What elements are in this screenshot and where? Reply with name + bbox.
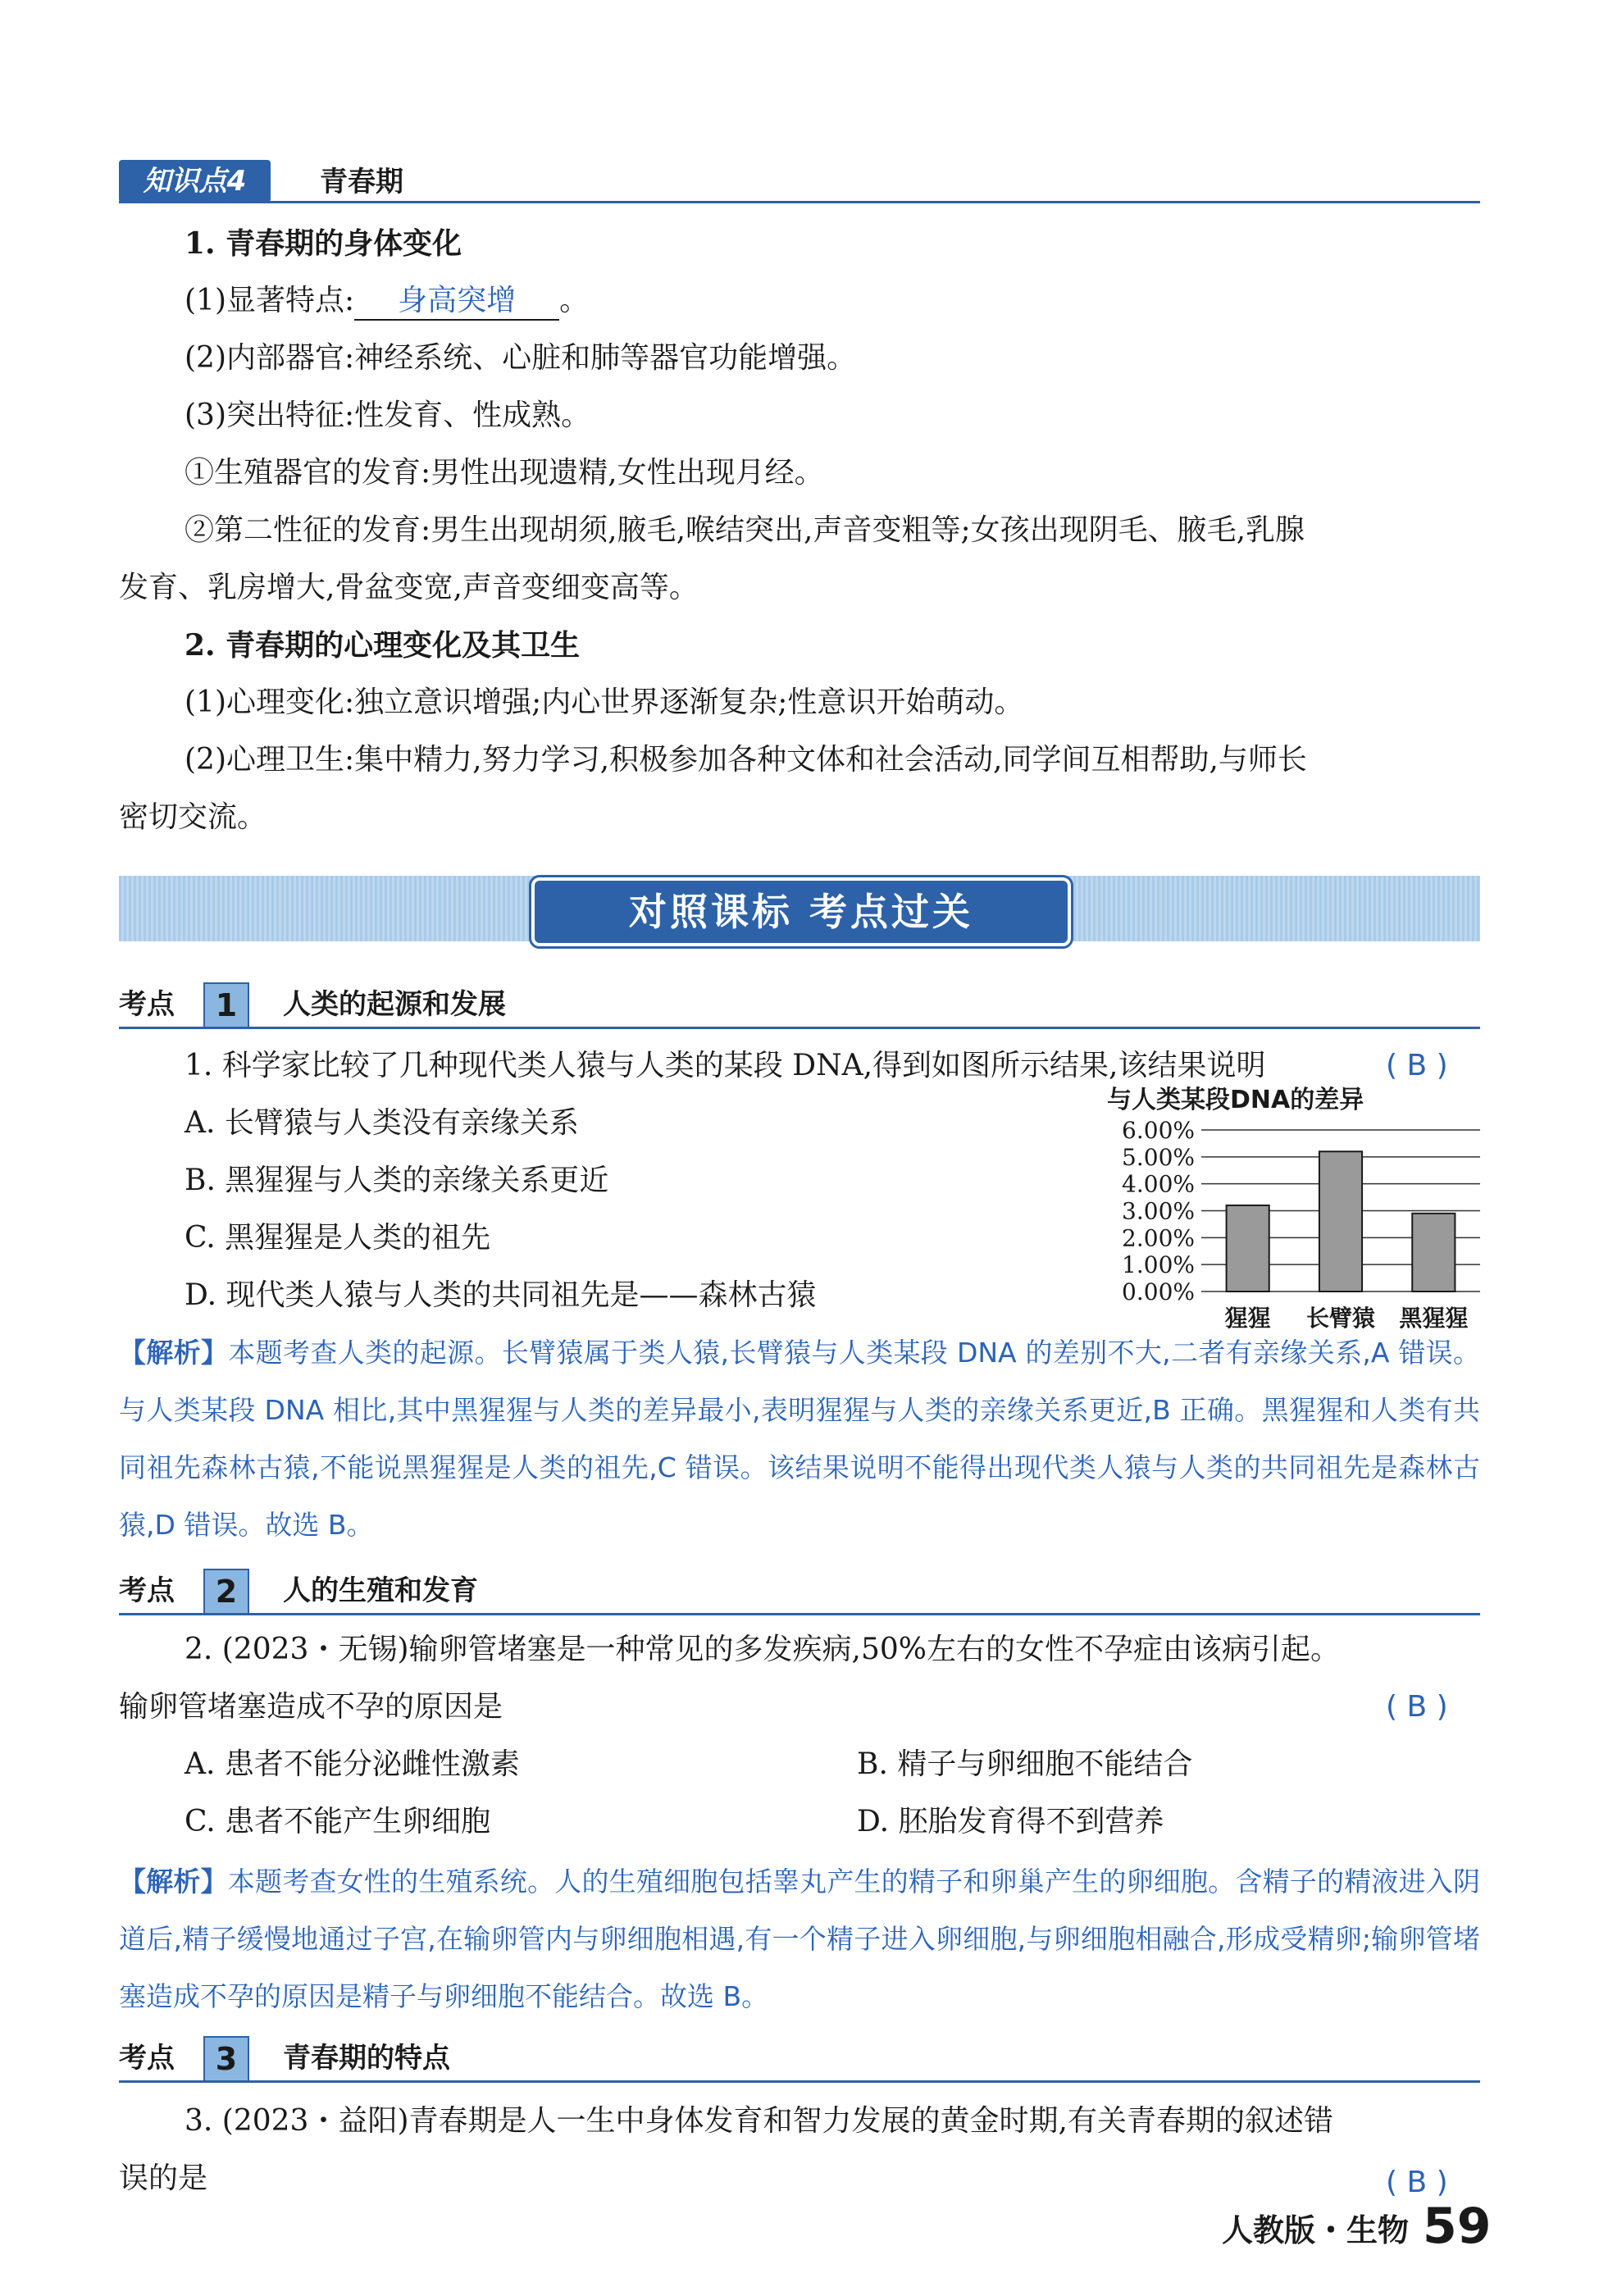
section-banner-title: 对照课标 考点过关	[531, 877, 1071, 946]
question-3-line-2: 误的是	[119, 2162, 208, 2195]
kp4-line-7: 发育、乳房增大,骨盆变宽,声音变细变高等。	[119, 571, 699, 604]
kaodian-label: 考点	[119, 2042, 175, 2075]
question-1: 1. 科学家比较了几种现代类人猿与人类的某段 DNA,得到如图所示结果,该结果说明	[184, 1049, 1266, 1082]
kp4-line-11: 密切交流。	[119, 800, 267, 834]
question-3-line-1: 3. (2023・益阳)青春期是人一生中身体发育和智力发展的黄金时期,有关青春期的叙述错	[184, 2104, 1333, 2138]
fill-blank-prefix: (1)显著特点:	[184, 284, 355, 317]
answer-3-text: ( B )	[1386, 2166, 1448, 2199]
chart-y-tick-label: 6.00%	[1122, 1117, 1195, 1144]
kaodian-title-2: 人的生殖和发育	[283, 1574, 478, 1607]
chart-category-label: 长臂猿	[1305, 1305, 1376, 1332]
chart-category-label: 黑猩猩	[1399, 1305, 1469, 1332]
kp4-line-5: ①生殖器官的发育:男性出现遗精,女性出现月经。	[184, 456, 824, 490]
fill-blank-answer: 身高突增	[354, 283, 559, 321]
analysis-2-text: 本题考查女性的生殖系统。人的生殖细胞包括睾丸产生的精子和卵巢产生的卵细胞。含精子的精液进入阴道后,精子缓慢地通过子宫,在输卵管内与卵细胞相遇,有一个精子进入卵细胞,与卵细胞相融合,形成受精卵;输卵管堵塞造成不孕的原因是精子与卵细胞不能结合。故选 B。	[119, 1866, 1481, 2012]
chart-bar	[1319, 1151, 1362, 1292]
chart-title: 与人类某段DNA的差异	[1107, 1086, 1364, 1114]
answer-2-text: ( B )	[1386, 1690, 1448, 1724]
question-1-option-a: A. 长臂猿与人类没有亲缘关系	[184, 1106, 579, 1140]
question-1-option-b: B. 黑猩猩与人类的亲缘关系更近	[184, 1164, 609, 1197]
answer-2	[1386, 1689, 1448, 1725]
chart-y-tick-label: 4.00%	[1122, 1170, 1195, 1198]
fill-blank-suffix: 。	[559, 284, 590, 317]
knowledge-point-title: 青春期	[320, 166, 403, 198]
kp4-line-2	[184, 283, 589, 321]
kp4-line-6: ②第二性征的发育:男生出现胡须,腋毛,喉结突出,声音变粗等;女孩出现阴毛、腋毛,乳腺	[184, 513, 1305, 547]
kaodian-rule-3	[119, 2080, 1480, 2083]
knowledge-point-badge: 知识点4	[119, 160, 271, 203]
footer-edition: 人教版・生物	[1222, 2212, 1410, 2248]
kp4-line-4: (3)突出特征:性发育、性成熟。	[184, 399, 591, 432]
question-1-option-d: D. 现代类人猿与人类的共同祖先是——森林古猿	[184, 1278, 817, 1312]
question-2-option-b: B. 精子与卵细胞不能结合	[857, 1747, 1193, 1781]
question-2-line-2: 输卵管堵塞造成不孕的原因是	[119, 1690, 503, 1724]
chart-y-tick-label: 2.00%	[1122, 1224, 1195, 1252]
chart-y-tick-label: 1.00%	[1122, 1251, 1195, 1279]
kaodian-rule-2	[119, 1613, 1480, 1615]
kaodian-number-2: 2	[203, 1569, 249, 1615]
chart-y-tick-label: 0.00%	[1122, 1278, 1195, 1305]
analysis-2	[119, 1853, 1480, 2025]
kaodian-label: 考点	[119, 988, 175, 1021]
answer-1-text: ( B )	[1386, 1049, 1448, 1082]
header-rule	[119, 201, 1480, 203]
dna-difference-bar-chart	[1091, 1115, 1484, 1337]
chart-bar	[1227, 1205, 1269, 1292]
kaodian-title-1: 人类的起源和发展	[283, 988, 506, 1021]
question-2-option-a: A. 患者不能分泌雌性激素	[184, 1747, 520, 1781]
chart-category-label: 猩猩	[1224, 1305, 1271, 1332]
kaodian-label: 考点	[119, 1574, 175, 1607]
kp4-heading-2: 2. 青春期的心理变化及其卫生	[184, 628, 581, 663]
kp4-line-9: (1)心理变化:独立意识增强;内心世界逐渐复杂;性意识开始萌动。	[184, 686, 1024, 719]
analysis-1-tag: 【解析】	[119, 1337, 229, 1369]
chart-y-tick-label: 3.00%	[1122, 1197, 1195, 1225]
question-1-option-c: C. 黑猩猩是人类的祖先	[184, 1221, 491, 1255]
kaodian-rule-1	[119, 1027, 1480, 1029]
kaodian-title-3: 青春期的特点	[283, 2042, 450, 2075]
question-2-option-c: C. 患者不能产生卵细胞	[184, 1805, 491, 1838]
page-number: 59	[1423, 2198, 1492, 2255]
kp4-line-3: (2)内部器官:神经系统、心脏和肺等器官功能增强。	[184, 341, 857, 375]
question-2-option-d: D. 胚胎发育得不到营养	[857, 1805, 1164, 1838]
chart-y-tick-label: 5.00%	[1122, 1143, 1195, 1171]
kaodian-number-1: 1	[203, 982, 249, 1028]
kp4-heading-1: 1. 青春期的身体变化	[184, 226, 462, 261]
analysis-1-text: 本题考查人类的起源。长臂猿属于类人猿,长臂猿与人类某段 DNA 的差别不大,二者有亲缘关系,A 错误。与人类某段 DNA 相比,其中黑猩猩与人类的差异最小,表明猩猩与人类的亲缘关系更近,B 正确。黑猩猩和人类有共同祖先森林古猿,不能说黑猩猩是人类的祖先,C 错误。该结果说明不能得出现代类人猿与人类的共同祖先是森林古猿,D 错误。故选 B。	[119, 1337, 1480, 1541]
answer-1	[1386, 1048, 1448, 1084]
chart-bar	[1412, 1214, 1455, 1292]
question-2-line-1: 2. (2023・无锡)输卵管堵塞是一种常见的多发疾病,50%左右的女性不孕症由该病引起。	[184, 1633, 1340, 1666]
kp4-line-10: (2)心理卫生:集中精力,努力学习,积极参加各种文体和社会活动,同学间互相帮助,与师长	[184, 743, 1307, 777]
answer-3	[1386, 2165, 1448, 2201]
kaodian-number-3: 3	[203, 2036, 249, 2082]
analysis-2-tag: 【解析】	[119, 1866, 228, 1897]
analysis-1	[119, 1324, 1480, 1554]
